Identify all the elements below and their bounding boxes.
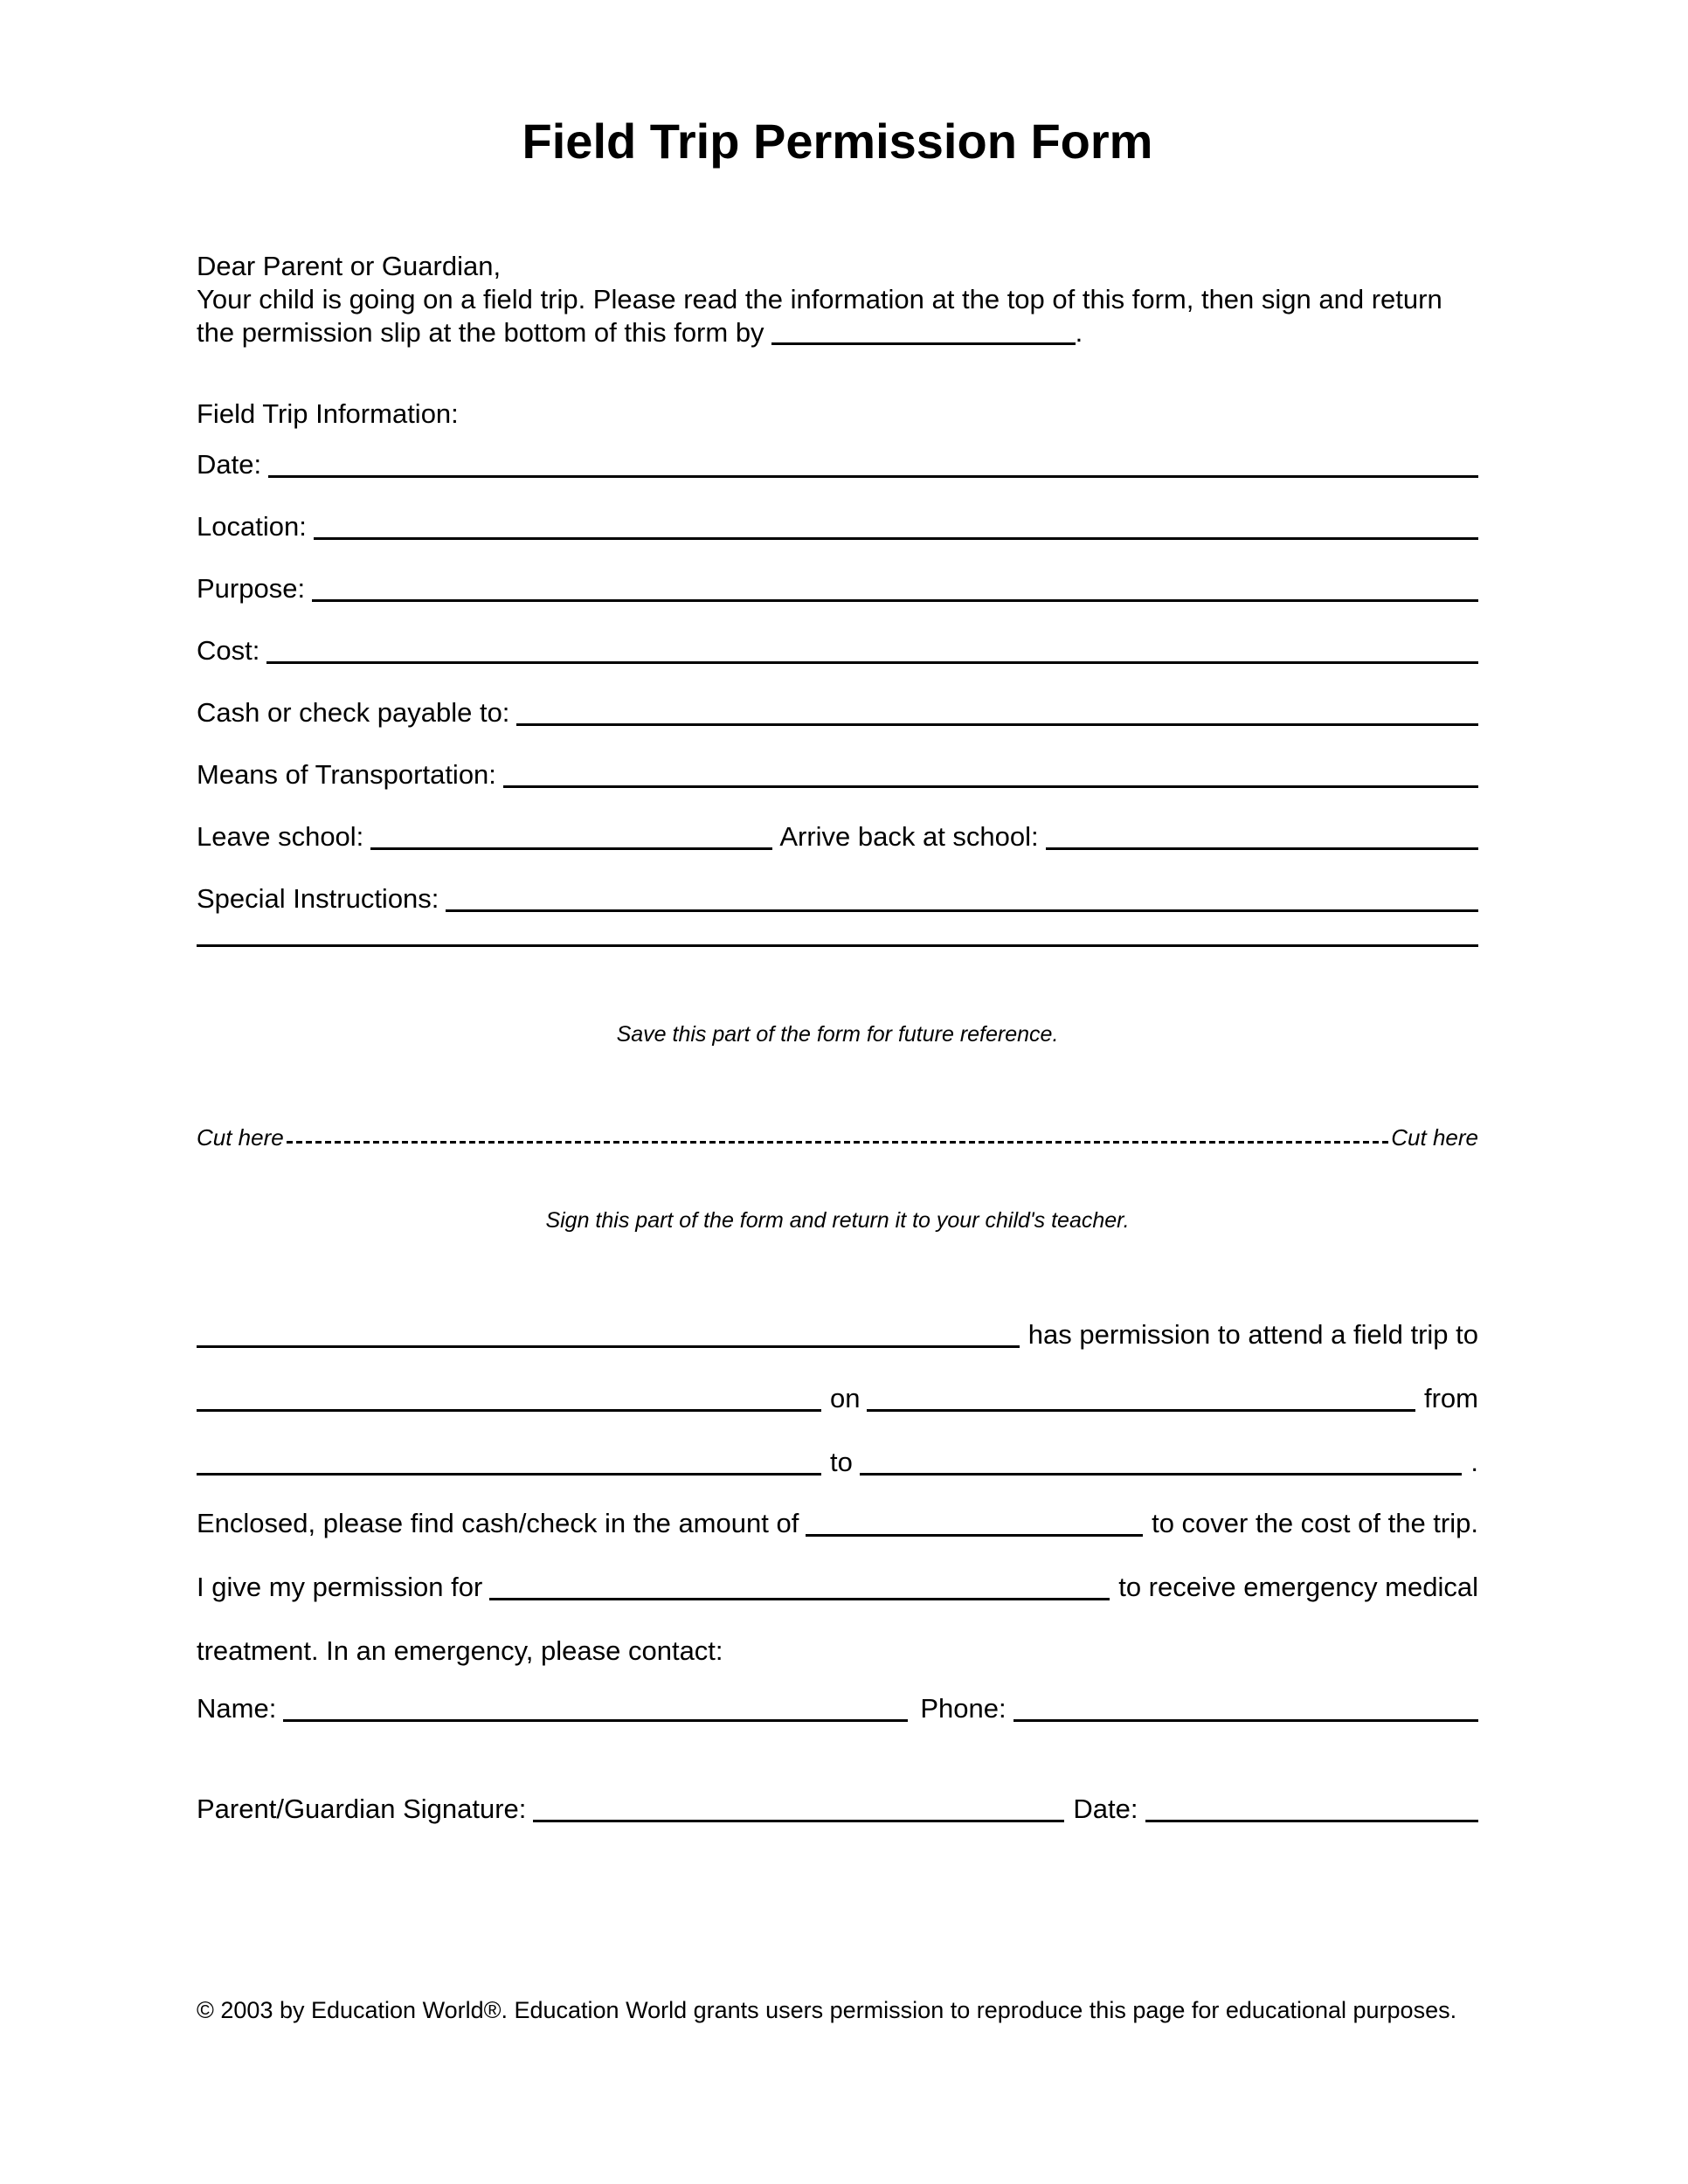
transportation-field-row bbox=[197, 758, 1478, 791]
contact-name-label: Name: bbox=[197, 1693, 277, 1724]
payable-label: Cash or check payable to: bbox=[197, 697, 510, 728]
intro-body-line1: Your child is going on a field trip. Please read the information at the top of this form, then sign and return bbox=[197, 284, 1442, 314]
contact-phone-line[interactable] bbox=[1013, 1719, 1478, 1722]
location-input-line[interactable] bbox=[314, 537, 1478, 540]
cost-input-line[interactable] bbox=[266, 661, 1478, 664]
save-note: Save this part of the form for future reference. bbox=[616, 1022, 1059, 1047]
sign-note: Sign this part of the form and return it to your child's teacher. bbox=[545, 1208, 1130, 1233]
time-range-row bbox=[197, 1446, 1478, 1479]
on-text: on bbox=[830, 1383, 861, 1413]
signature-line[interactable] bbox=[533, 1820, 1064, 1822]
depart-time-line[interactable] bbox=[197, 1473, 821, 1476]
payable-input-line[interactable] bbox=[516, 723, 1478, 726]
payable-field-row bbox=[197, 696, 1478, 729]
intro-period: . bbox=[1075, 317, 1083, 348]
contact-row bbox=[197, 1692, 1478, 1725]
special-instructions-line-2[interactable] bbox=[197, 944, 1478, 947]
destination-date-row bbox=[197, 1382, 1478, 1415]
purpose-input-line[interactable] bbox=[312, 599, 1478, 602]
signature-row bbox=[197, 1793, 1478, 1826]
special-instructions-continuation-row bbox=[197, 944, 1478, 950]
arrive-back-label: Arrive back at school: bbox=[779, 821, 1039, 852]
date-field-row bbox=[197, 448, 1478, 481]
medical-permission-row bbox=[197, 1571, 1478, 1604]
contact-phone-label: Phone: bbox=[920, 1693, 1007, 1724]
purpose-label: Purpose: bbox=[197, 573, 306, 604]
transportation-input-line[interactable] bbox=[503, 785, 1478, 788]
cut-here-row bbox=[197, 1123, 1478, 1152]
schedule-row bbox=[197, 820, 1478, 854]
has-permission-text: has permission to attend a field trip to bbox=[1027, 1319, 1478, 1350]
location-label: Location: bbox=[197, 511, 307, 542]
purpose-field-row bbox=[197, 572, 1478, 605]
transportation-label: Means of Transportation: bbox=[197, 759, 496, 790]
location-field-row bbox=[197, 510, 1478, 543]
intro-salutation: Dear Parent or Guardian, bbox=[197, 251, 502, 281]
enclosed-amount-row bbox=[197, 1507, 1478, 1540]
field-trip-information-heading: Field Trip Information: bbox=[197, 398, 459, 429]
destination-line[interactable] bbox=[197, 1409, 821, 1412]
intro-body-line2: the permission slip at the bottom of this form by bbox=[197, 317, 764, 348]
leave-school-label: Leave school: bbox=[197, 821, 364, 852]
permission-for-text: I give my permission for bbox=[197, 1572, 483, 1602]
page-title: Field Trip Permission Form bbox=[522, 114, 1153, 169]
special-instructions-line[interactable] bbox=[446, 909, 1478, 912]
date-label: Date: bbox=[197, 449, 262, 480]
receive-medical-text: to receive emergency medical bbox=[1118, 1572, 1478, 1602]
cover-cost-text: to cover the cost of the trip. bbox=[1152, 1508, 1478, 1538]
from-text: from bbox=[1424, 1383, 1478, 1413]
emergency-contact-intro: treatment. In an emergency, please contact: bbox=[197, 1635, 723, 1666]
cut-here-label-right: Cut here bbox=[1391, 1124, 1478, 1151]
special-instructions-label: Special Instructions: bbox=[197, 883, 439, 914]
signature-date-label: Date: bbox=[1073, 1794, 1138, 1824]
leave-time-line[interactable] bbox=[370, 847, 772, 850]
special-instructions-row bbox=[197, 882, 1478, 916]
copyright-footer: © 2003 by Education World®. Education World grants users permission to reproduce this page for educational purposes. bbox=[197, 1997, 1457, 2023]
arrive-time-line[interactable] bbox=[1046, 847, 1478, 850]
sentence-period: . bbox=[1470, 1447, 1478, 1477]
signature-label: Parent/Guardian Signature: bbox=[197, 1794, 527, 1824]
enclosed-prefix-text: Enclosed, please find cash/check in the amount of bbox=[197, 1508, 799, 1538]
cost-label: Cost: bbox=[197, 635, 260, 666]
return-time-line[interactable] bbox=[860, 1473, 1463, 1476]
signature-date-line[interactable] bbox=[1145, 1820, 1478, 1822]
student-name-line[interactable] bbox=[197, 1345, 1020, 1348]
return-by-date-line[interactable] bbox=[771, 342, 1076, 345]
to-text: to bbox=[830, 1447, 853, 1477]
cost-field-row bbox=[197, 634, 1478, 667]
amount-line[interactable] bbox=[806, 1534, 1143, 1537]
contact-name-line[interactable] bbox=[283, 1719, 908, 1722]
cut-dashed-line bbox=[287, 1141, 1389, 1144]
student-name-row bbox=[197, 1318, 1478, 1351]
intro-paragraph bbox=[197, 250, 1478, 349]
trip-date-line[interactable] bbox=[867, 1409, 1415, 1412]
child-name-line[interactable] bbox=[489, 1598, 1110, 1600]
cut-here-label-left: Cut here bbox=[197, 1124, 284, 1151]
date-input-line[interactable] bbox=[268, 475, 1478, 478]
